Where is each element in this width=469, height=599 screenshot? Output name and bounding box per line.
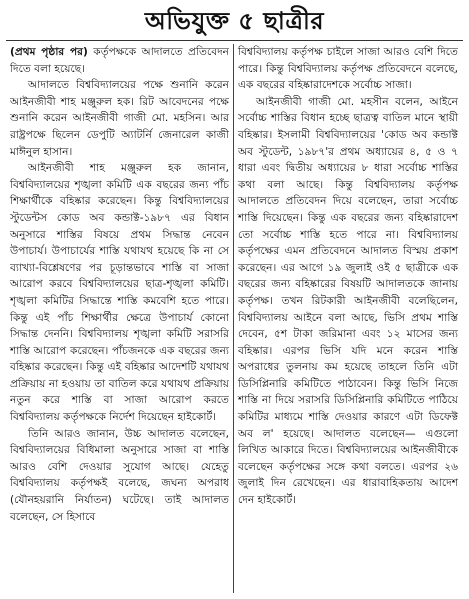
paragraph-text: কর্তৃপক্ষকে আদালতে প্রতিবেদন দিতে বলা হয়েছে। xyxy=(10,46,229,75)
headline-bar xyxy=(6,6,463,41)
left-column xyxy=(6,44,234,593)
article-paragraph: বিশ্ববিদ্যালয় কর্তৃপক্ষ চাইলে সাজা আরও বেশি দিতে পারে। কিন্তু বিশ্ববিদ্যালয় কর্তৃপক্ষ প্রতিবেদনে বলেছে, এক বছরের বহিষ্কারাদেশকে সর্বোচ্চ সাজা। xyxy=(238,46,458,92)
continued-label: (প্রথম পৃষ্ঠার পর) xyxy=(10,46,88,58)
article-paragraph: আদালতে বিশ্ববিদ্যালয়ের পক্ষে শুনানি করেন আইনজীবী শাহ মঞ্জুরুল হক। রিট আবেদনের পক্ষে শুনানি করেন আইনজীবী গাজী মো. মহসিন। আর রাষ্ট্রপক্ষে ছিলেন ডেপুটি অ্যাটর্নি জেনারেল কাজী মাঈনুল হাসান। xyxy=(10,79,229,158)
right-column xyxy=(234,44,462,593)
article-paragraph xyxy=(10,44,229,77)
headline: অভিযুক্ত ৫ ছাত্রীর xyxy=(144,6,325,35)
article-paragraph: আইনজীবী গাজী মো. মহসীন বলেন, আইনে সর্বোচ্চ শাস্তির বিধান হচ্ছে ছাত্রত্ব বাতিল মানে স্থায়ী বহিষ্কার। ইসলামী বিশ্ববিদ্যালয়ের 'কোড অব কন্ডাক্ট অব স্টুডেন্ট, ১৯৮৭'র প্রথম অধ্যায়ের ৪, ৫ ও ৭ ধারা এবং দ্বিতীয় অধ্যায়ের ৮ ধারা সর্বোচ্চ শাস্তির কথা বলা আছে। কিন্তু বিশ্ববিদ্যালয় কর্তৃপক্ষ আদালতে প্রতিবেদন দিয়ে বলেছেন, তারা সর্বোচ্চ শাস্তি দিয়েছেন। কিন্তু এক বছরের জন্য বহিষ্কারাদেশ তো সর্বোচ্চ শাস্তি হতে পারে না। বিশ্ববিদ্যালয় কর্তৃপক্ষের এমন প্রতিবেদনে আদালত বিস্ময় প্রকাশ করেছেন। এর আগে ১৯ জুলাই ওই ৫ ছাত্রীকে এক বছরের জন্য বহিষ্কারের বিষয়টি আদালতকে জানায় কর্তৃপক্ষ। তখন রিটকারী আইনজীবী বলেছিলেন, বিশ্ববিদ্যালয় আইনে বলা আছে, ভিসি প্রথম শাস্তি দেবেন, ৫শ টাকা জরিমানা এবং ১২ মাসের জন্য বহিষ্কার। এরপর ভিসি যদি মনে করেন শাস্তি অপরাধের তুলনায় কম হয়েছে তাহলে তিনি এটা ডিসিপ্লিনারি কমিটিতে পাঠাবেন। কিন্তু ভিসি নিজে শাস্তি না দিয়ে সরাসরি ডিসিপ্লিনারি কমিটিতে পাঠিয়ে কমিটির মাধ্যমে শাস্তি দেওয়ার কারণে এটা ডিফেক্ট অব ল' হয়েছে। আদালত বলেছেন— এগুলো লিখিত আকারে দিতে। বিশ্ববিদ্যালয়ের আইনজীবীকে বলেছেন কর্তৃপক্ষের সঙ্গে কথা বলতে। এরপর ২৬ জুলাই দিন রেখেছেন। এর ধারাবাহিকতায় আদেশ দেন হাইকোর্ট। xyxy=(238,95,458,507)
article-paragraph: তিনি আরও জানান, উচ্চ আদালত বলেছেন, বিশ্ববিদ্যালয়ের বিধিমালা অনুসারে সাজা বা শাস্তি আরও বেশি দেওয়ার সুযোগ আছে। যেহেতু বিশ্ববিদ্যালয় কর্তৃপক্ষই বলেছে, জঘন্য অপরাধ (যৌনহয়রানি নির্যাতন) ঘটেছে। তাই আদালত বলেছেন, সে হিসাবে xyxy=(10,427,229,523)
article-paragraph: আইনজীবী শাহ মঞ্জুরুল হক জানান, বিশ্ববিদ্যালয়ের শৃঙ্খলা কমিটি এক বছরের জন্য পাঁচ শিক্ষার্থীকে বহিষ্কার করেছেন। কিন্তু বিশ্ববিদ্যালয়ের স্টুডেন্টস কোড অব কন্ডাক্ট-১৯৮৭ এর বিধান অনুসারে শাস্তির বিষয়ে প্রথম সিদ্ধান্ত নেবেন উপাচার্য। উপাচার্যের শাস্তি যথাযথ হয়েছে কি না সে ব্যাখ্যা-বিশ্লেষণের পর চূড়ান্তভাবে শাস্তি বা সাজা আরোপ করবে বিশ্ববিদ্যালয়ের ছাত্র-শৃঙ্খলা কমিটি। শৃঙ্খলা কমিটির সিদ্ধান্তে শাস্তি কমবেশি হতে পারে। কিন্তু এই পাঁচ শিক্ষার্থীর ক্ষেত্রে উপাচার্য কোনো সিদ্ধান্ত দেননি। বিশ্ববিদ্যালয় শৃঙ্খলা কমিটি সরাসরি শাস্তি আরোপ করেছেন। পাঁচজনকে এক বছরের জন্য বহিষ্কার করেছেন। কিন্তু এই বহিষ্কার আদেশটি যথাযথ প্রক্রিয়ায় না হওয়ায় তা বাতিল করে যথাযথ প্রক্রিয়ায় নতুন করে শাস্তি বা সাজা আরোপ করতে বিশ্ববিদ্যালয় কর্তৃপক্ষকে নির্দেশ দিয়েছেন হাইকোর্ট। xyxy=(10,162,229,424)
article-body xyxy=(6,44,463,593)
